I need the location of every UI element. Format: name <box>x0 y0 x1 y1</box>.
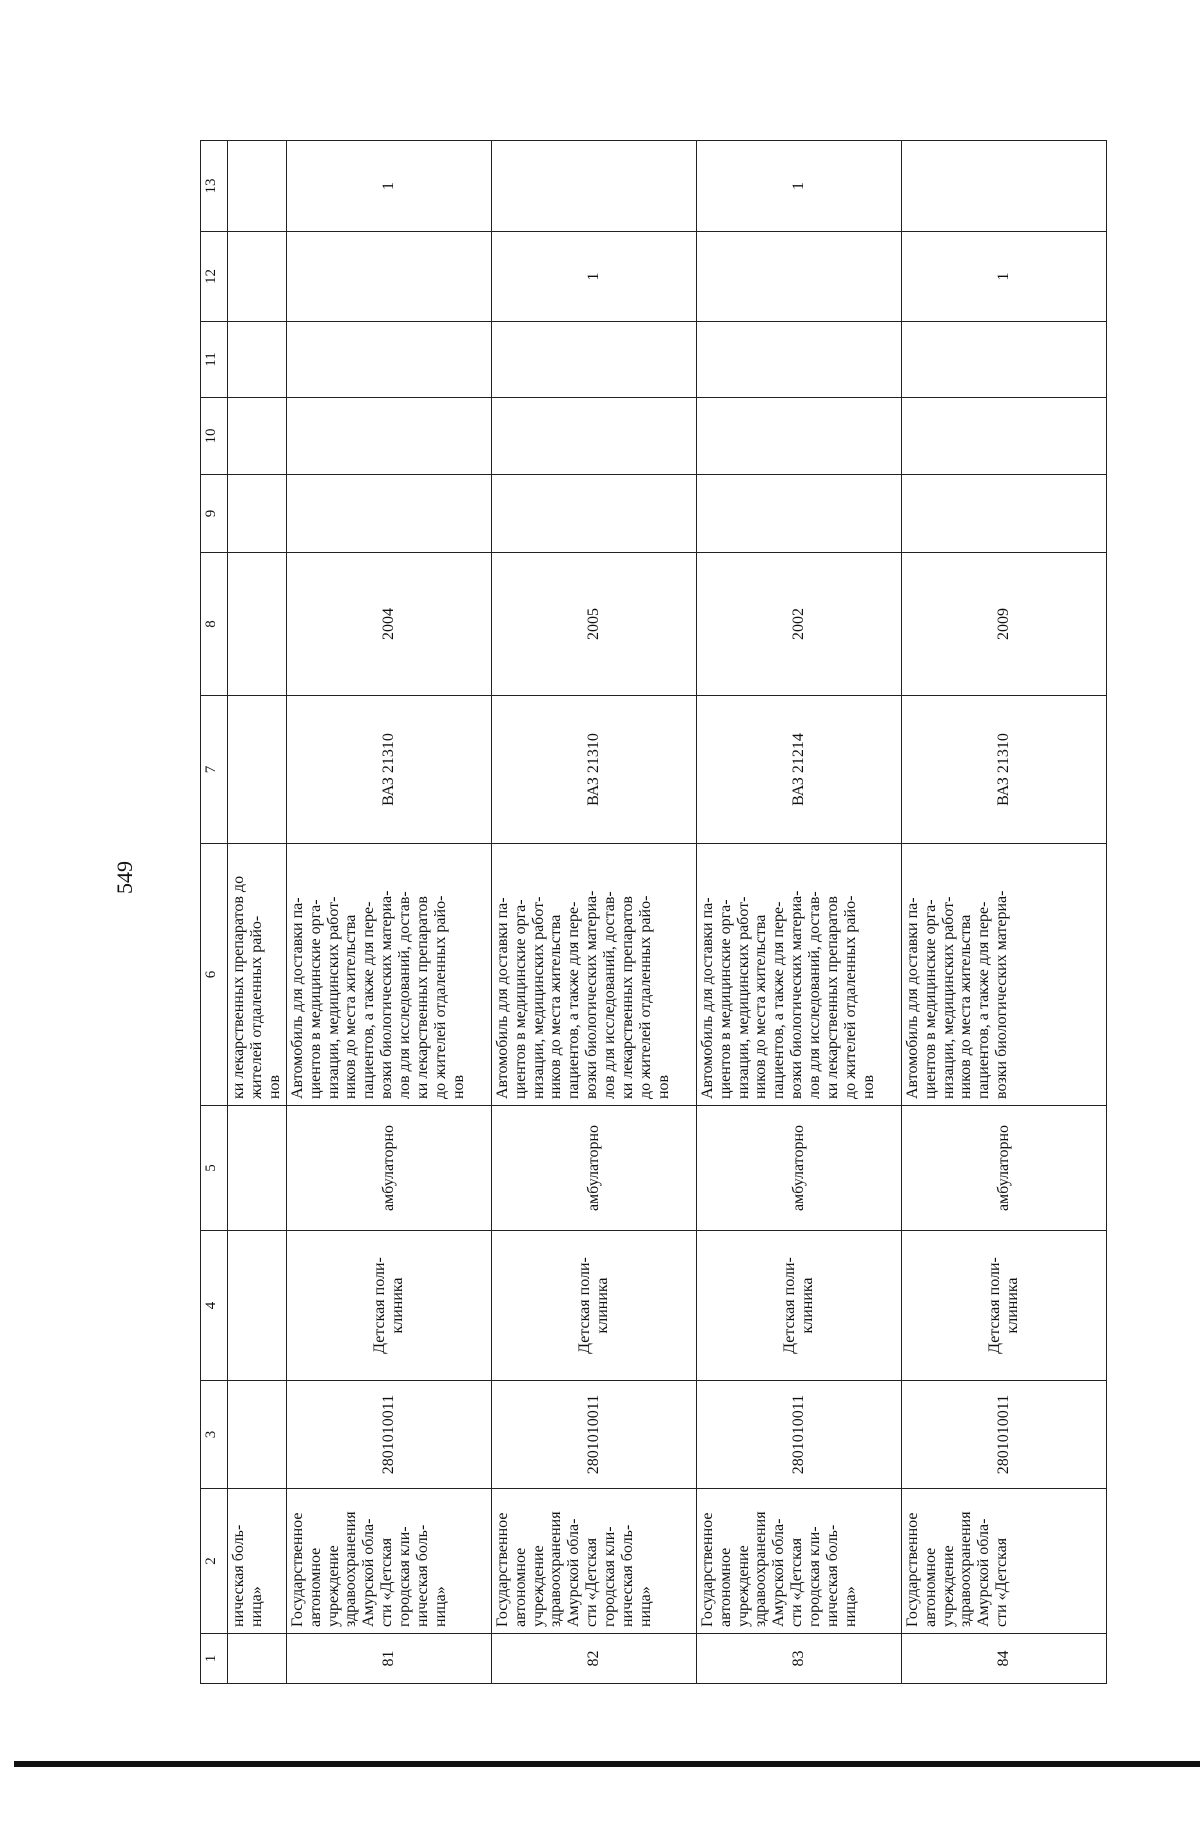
manufacture-year: 2009 <box>901 553 1106 696</box>
column-header: 9 <box>201 475 228 553</box>
column-header: 4 <box>201 1231 228 1381</box>
vehicle-purpose: Автомобиль для доставки па- циентов в медицинские орга- низации, медицинских работ- ников до места жительства пациентов, а также для пере- возки биологических материа- лов для исследований, достав- ки лекарственных препаратов до жителей отдаленных райо- нов <box>696 844 901 1106</box>
column-header: 3 <box>201 1381 228 1489</box>
column-header: 8 <box>201 553 228 696</box>
vehicle-model: ВАЗ 21214 <box>696 696 901 844</box>
column-header: 1 <box>201 1634 228 1684</box>
care-mode: амбулаторно <box>491 1106 696 1231</box>
table-row <box>286 141 491 1684</box>
vehicle-registry-table <box>200 140 1107 1684</box>
organization-name: Государственное автономное учреждение здравоохранения Амурской обла- сти «Детская городская кли- ническая боль- ница» <box>696 1489 901 1634</box>
column-11-value <box>286 322 491 398</box>
column-9-value <box>491 475 696 553</box>
rotated-table-container <box>200 141 1100 1684</box>
column-header: 2 <box>201 1489 228 1634</box>
clinic-unit: Детская поли- клиника <box>901 1231 1106 1381</box>
column-12-value: 1 <box>901 232 1106 322</box>
column-13-value <box>491 141 696 232</box>
continuation-row <box>228 141 287 1684</box>
row-number: 84 <box>901 1634 1106 1684</box>
column-header: 6 <box>201 844 228 1106</box>
organization-name: Государственное автономное учреждение здравоохранения Амурской обла- сти «Детская <box>901 1489 1106 1634</box>
column-header: 12 <box>201 232 228 322</box>
column-9-value <box>286 475 491 553</box>
column-10-value <box>491 398 696 475</box>
care-mode: амбулаторно <box>696 1106 901 1231</box>
column-header: 11 <box>201 322 228 398</box>
continuation-org: ническая боль- ница» <box>228 1489 287 1634</box>
column-13-value: 1 <box>696 141 901 232</box>
column-12-value <box>286 232 491 322</box>
care-mode: амбулаторно <box>286 1106 491 1231</box>
table-row <box>491 141 696 1684</box>
clinic-unit: Детская поли- клиника <box>696 1231 901 1381</box>
column-11-value <box>696 322 901 398</box>
row-number: 81 <box>286 1634 491 1684</box>
column-9-value <box>901 475 1106 553</box>
column-11-value <box>901 322 1106 398</box>
column-header: 7 <box>201 696 228 844</box>
column-13-value <box>901 141 1106 232</box>
vehicle-model: ВАЗ 21310 <box>901 696 1106 844</box>
vehicle-purpose: Автомобиль для доставки па- циентов в медицинские орга- низации, медицинских работ- ников до места жительства пациентов, а также для пере- возки биологических материа- лов для исследований, достав- ки лекарственных препаратов до жителей отдаленных райо- нов <box>286 844 491 1106</box>
table-body <box>286 141 1106 1684</box>
organization-name: Государственное автономное учреждение здравоохранения Амурской обла- сти «Детская городская кли- ническая боль- ница» <box>286 1489 491 1634</box>
column-10-value <box>286 398 491 475</box>
manufacture-year: 2005 <box>491 553 696 696</box>
continuation-purpose: ки лекарственных препаратов до жителей отдаленных райо- нов <box>228 844 287 1106</box>
row-number: 83 <box>696 1634 901 1684</box>
column-number-row <box>201 141 228 1684</box>
column-10-value <box>696 398 901 475</box>
column-header: 13 <box>201 141 228 232</box>
column-9-value <box>696 475 901 553</box>
manufacture-year: 2002 <box>696 553 901 696</box>
page-number: 549 <box>112 861 137 894</box>
manufacture-year: 2004 <box>286 553 491 696</box>
organization-code: 2801010011 <box>491 1381 696 1489</box>
column-11-value <box>491 322 696 398</box>
vehicle-purpose: Автомобиль для доставки па- циентов в медицинские орга- низации, медицинских работ- ников до места жительства пациентов, а также для пере- возки биологических материа- лов для исследований, достав- ки лекарственных препаратов до жителей отдаленных райо- нов <box>491 844 696 1106</box>
column-10-value <box>901 398 1106 475</box>
column-header: 5 <box>201 1106 228 1231</box>
bottom-divider <box>14 1761 1200 1767</box>
organization-code: 2801010011 <box>901 1381 1106 1489</box>
row-number: 82 <box>491 1634 696 1684</box>
column-12-value <box>696 232 901 322</box>
clinic-unit: Детская поли- клиника <box>286 1231 491 1381</box>
care-mode: амбулаторно <box>901 1106 1106 1231</box>
organization-code: 2801010011 <box>696 1381 901 1489</box>
vehicle-model: ВАЗ 21310 <box>491 696 696 844</box>
organization-code: 2801010011 <box>286 1381 491 1489</box>
clinic-unit: Детская поли- клиника <box>491 1231 696 1381</box>
column-header: 10 <box>201 398 228 475</box>
table-row <box>696 141 901 1684</box>
column-12-value: 1 <box>491 232 696 322</box>
vehicle-purpose: Автомобиль для доставки па- циентов в медицинские орга- низации, медицинских работ- ников до места жительства пациентов, а также для пере- возки биологических материа- <box>901 844 1106 1106</box>
column-13-value: 1 <box>286 141 491 232</box>
table-row <box>901 141 1106 1684</box>
vehicle-model: ВАЗ 21310 <box>286 696 491 844</box>
organization-name: Государственное автономное учреждение здравоохранения Амурской обла- сти «Детская городская кли- ническая боль- ница» <box>491 1489 696 1634</box>
